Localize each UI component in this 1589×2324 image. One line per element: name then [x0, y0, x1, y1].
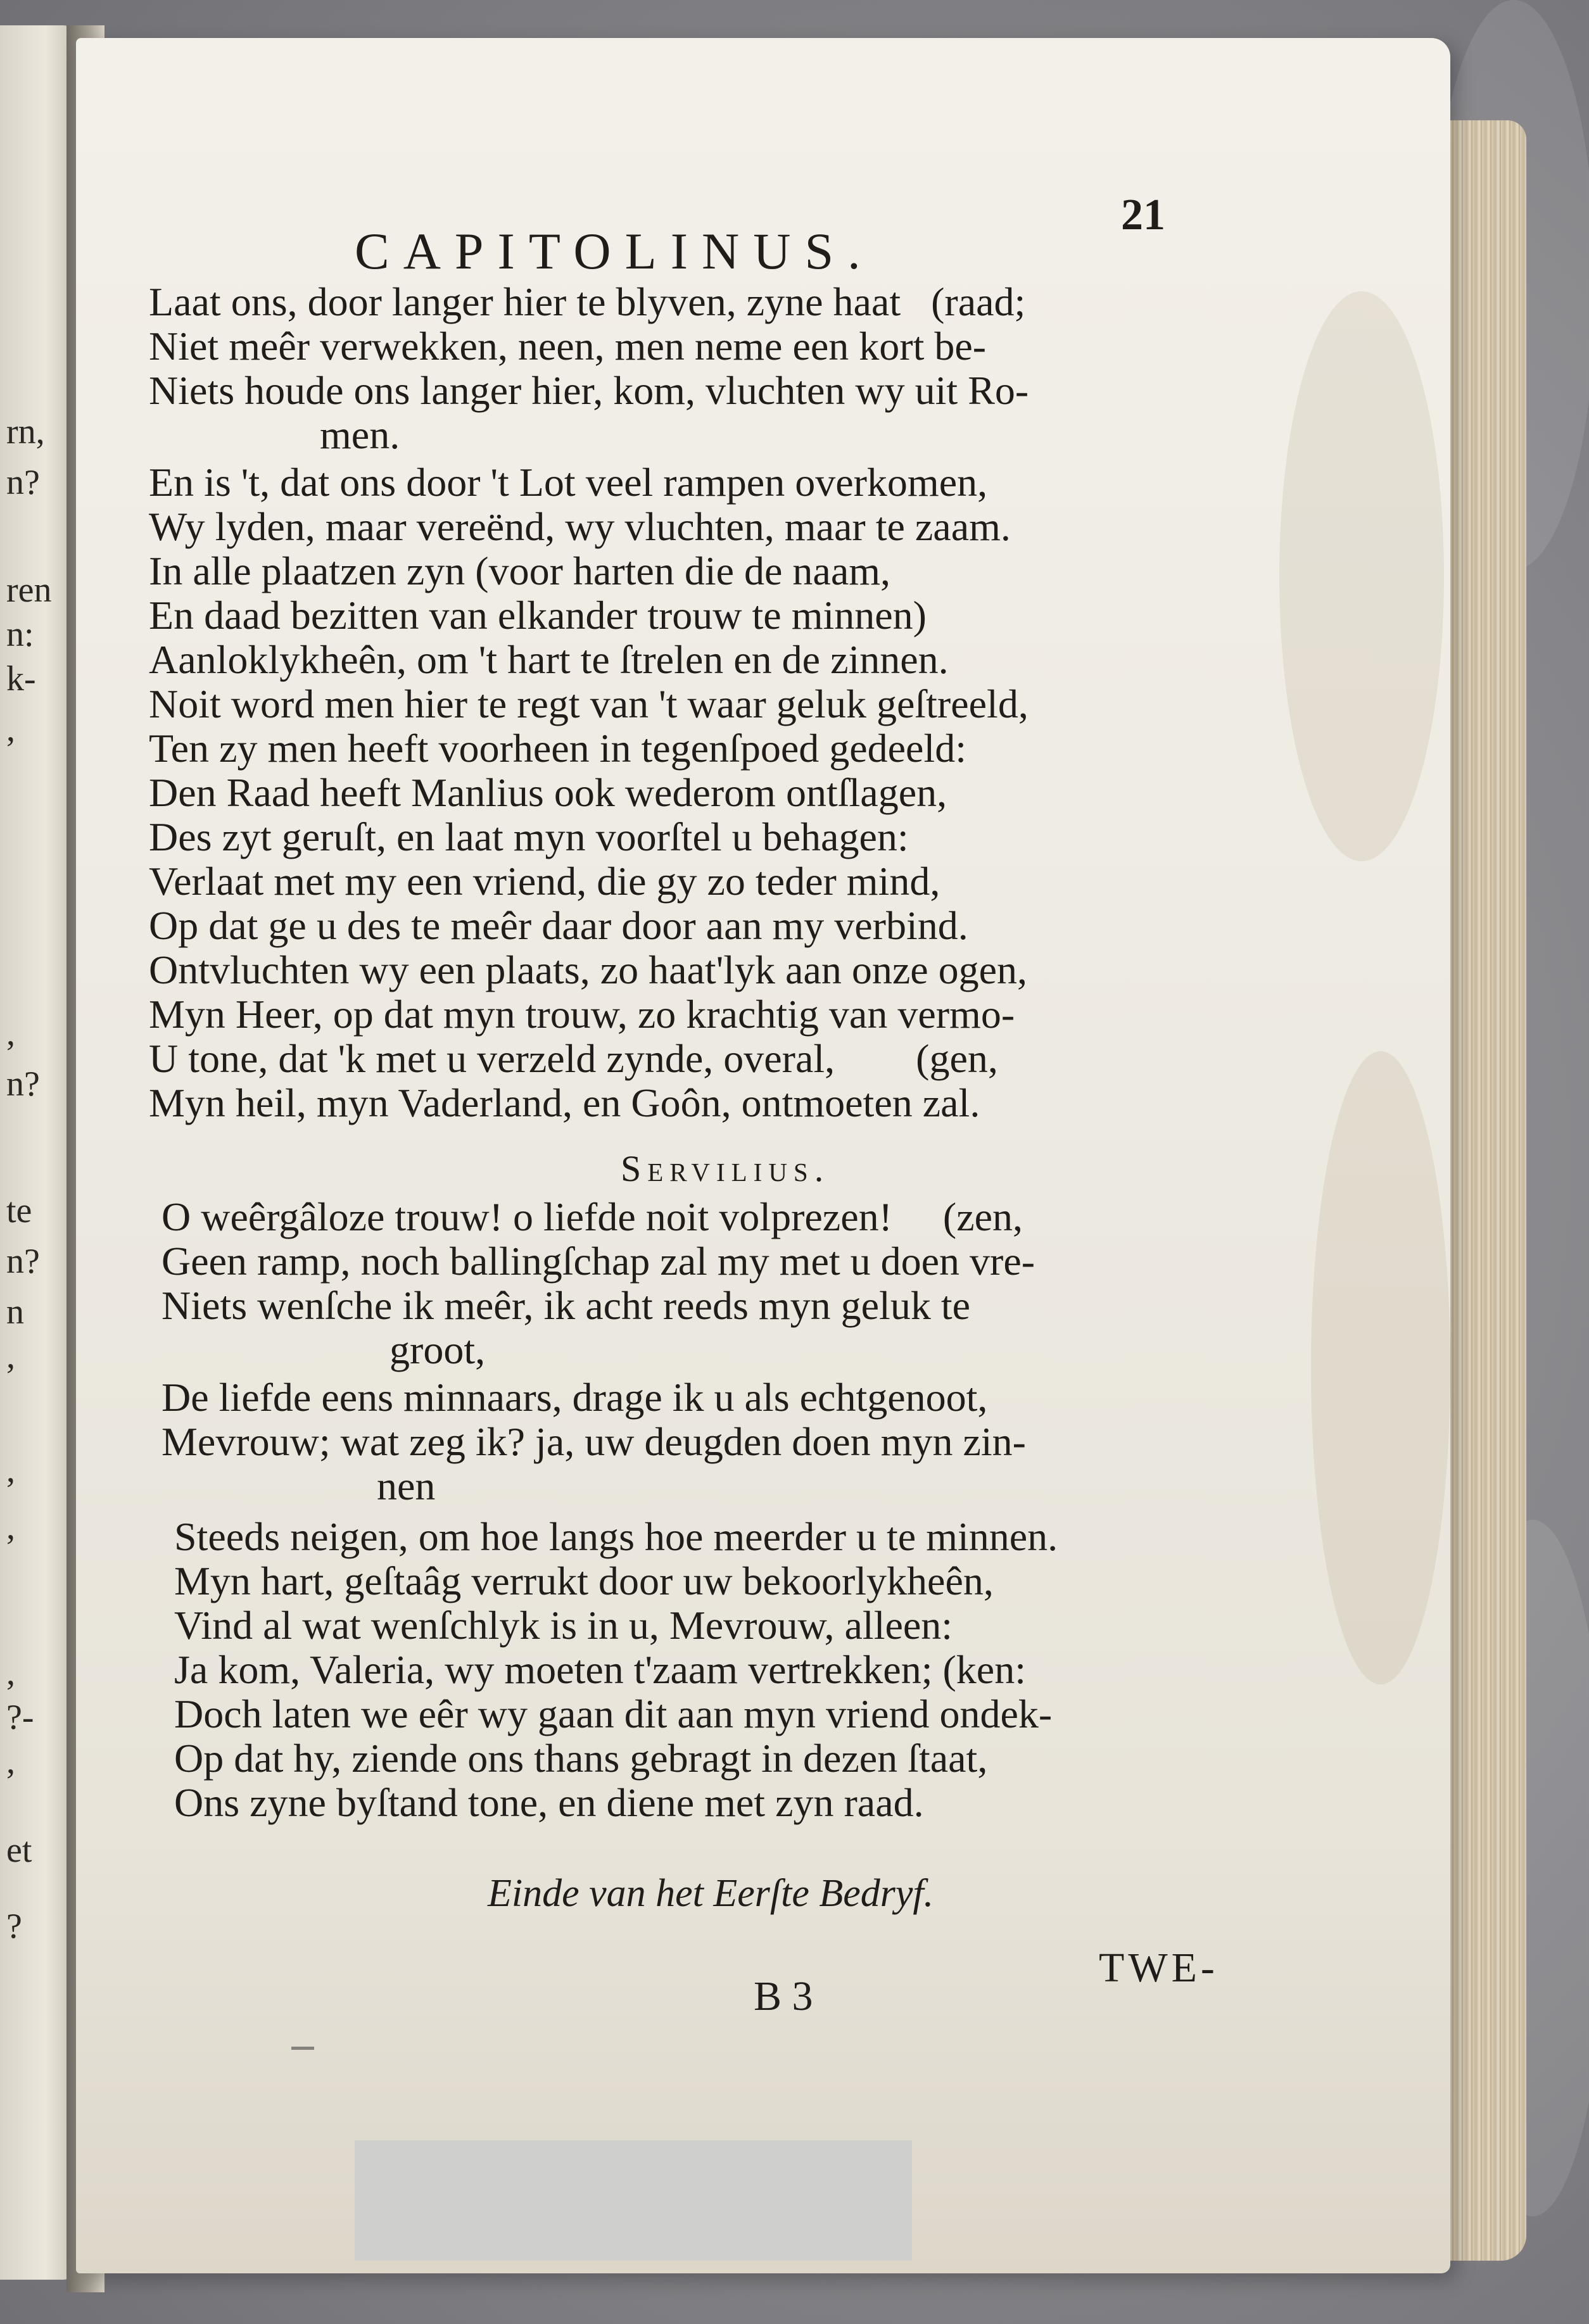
verse-line: Laat ons, door langer hier te blyven, zyne haat (raad; — [149, 279, 1026, 324]
running-title: CAPITOLINUS. — [355, 222, 875, 280]
left-page-fragment: ren — [6, 571, 52, 610]
left-page-fragment: , — [6, 1451, 15, 1490]
left-page-fragment: te — [6, 1191, 32, 1230]
verse-line: En daad bezitten van elkander trouw te minnen) — [149, 593, 927, 638]
ink-mark — [291, 2047, 314, 2050]
verse-line: O weêrgâloze trouw! o liefde noit volprezen! (zen, — [161, 1194, 1023, 1239]
verse-line: Steeds neigen, om hoe langs hoe meerder u te minnen. — [174, 1514, 1058, 1559]
left-page-fragment: , — [6, 710, 15, 749]
verse-line: Myn hart, geſtaâg verrukt door uw bekoorlykheên, — [174, 1558, 994, 1603]
catchword: TWE- — [1099, 1945, 1219, 1991]
paper-stain — [1311, 1051, 1450, 1684]
verse-line: En is 't, dat ons door 't Lot veel rampen overkomen, — [149, 460, 988, 505]
verse-line: men. — [320, 412, 400, 457]
verse-line: groot, — [389, 1327, 486, 1372]
left-page-fragment: et — [6, 1831, 32, 1870]
verse-line: Verlaat met my een vriend, die gy zo teder mind, — [149, 859, 940, 904]
left-page-fragment: n — [6, 1292, 24, 1332]
verse-line: Ten zy men heeft voorheen in tegenſpoed gedeeld: — [149, 726, 966, 771]
left-page-fragment: n? — [6, 1242, 40, 1281]
book-page — [76, 38, 1450, 2273]
left-page-fragment: , — [6, 1653, 15, 1693]
left-page-fragment: ? — [6, 1907, 22, 1946]
verse-line: Ons zyne byſtand tone, en diene met zyn raad. — [174, 1780, 924, 1825]
verse-line: De liefde eens minnaars, drage ik u als echtgenoot, — [161, 1375, 988, 1420]
verse-line: Niet meêr verwekken, neen, men neme een kort be- — [149, 324, 987, 369]
verse-line: Des zyt geruſt, en laat myn voorſtel u behagen: — [149, 814, 909, 859]
verse-line: Wy lyden, maar vereënd, wy vluchten, maar te zaam. — [149, 504, 1011, 549]
verse-line: Mevrouw; wat zeg ik? ja, uw deugden doen myn zin- — [161, 1419, 1026, 1464]
speaker-name: Servilius. — [621, 1148, 830, 1189]
verse-line: Op dat hy, ziende ons thans gebragt in dezen ſtaat, — [174, 1736, 988, 1781]
left-page-fragment: n? — [6, 463, 40, 502]
verse-line: Den Raad heeft Manlius ook wederom ontſlagen, — [149, 770, 947, 815]
left-page-fragment: k- — [6, 659, 36, 698]
redaction-sticker — [355, 2140, 912, 2261]
verse-line: Niets wenſche ik meêr, ik acht reeds myn geluk te — [161, 1283, 970, 1328]
verse-line: Myn Heer, op dat myn trouw, zo krachtig van vermo- — [149, 992, 1015, 1037]
paper-stain — [1279, 291, 1444, 861]
verse-line: In alle plaatzen zyn (voor harten die de naam, — [149, 548, 890, 593]
left-facing-page — [0, 25, 76, 2280]
verse-line: nen — [377, 1463, 436, 1508]
signature-mark: B 3 — [754, 1973, 813, 2019]
verse-line: Noit word men hier te regt van 't waar geluk geſtreeld, — [149, 681, 1029, 726]
end-of-act-note: Einde van het Eerſte Bedryf. — [488, 1872, 934, 1915]
verse-line: Myn heil, myn Vaderland, en Goôn, ontmoeten zal. — [149, 1080, 980, 1125]
page-number: 21 — [1121, 191, 1165, 239]
verse-line: Op dat ge u des te meêr daar door aan my verbind. — [149, 903, 968, 948]
verse-line: Aanloklykheên, om 't hart te ſtrelen en de zinnen. — [149, 637, 949, 682]
verse-line: Ontvluchten wy een plaats, zo haat'lyk aan onze ogen, — [149, 947, 1028, 992]
verse-line: Niets houde ons langer hier, kom, vluchten wy uit Ro- — [149, 368, 1029, 413]
left-page-fragment: n? — [6, 1064, 40, 1104]
verse-line: U tone, dat 'k met u verzeld zynde, overal, (gen, — [149, 1036, 998, 1081]
left-page-fragment: rn, — [6, 412, 45, 452]
left-page-fragment: , — [6, 1337, 15, 1376]
verse-line: Geen ramp, noch ballingſchap zal my met u doen vre- — [161, 1239, 1035, 1284]
verse-line: Doch laten we eêr wy gaan dit aan myn vriend ondek- — [174, 1691, 1053, 1736]
verse-line: Ja kom, Valeria, wy moeten t'zaam vertrekken; (ken: — [174, 1647, 1026, 1692]
left-page-fragment: , — [6, 1742, 15, 1781]
left-page-fragment: n: — [6, 615, 34, 654]
left-page-fragment: , — [6, 1508, 15, 1547]
left-page-fragment: , — [6, 1014, 15, 1053]
left-page-fragment: ?- — [6, 1698, 34, 1737]
verse-line: Vind al wat wenſchlyk is in u, Mevrouw, alleen: — [174, 1603, 953, 1648]
